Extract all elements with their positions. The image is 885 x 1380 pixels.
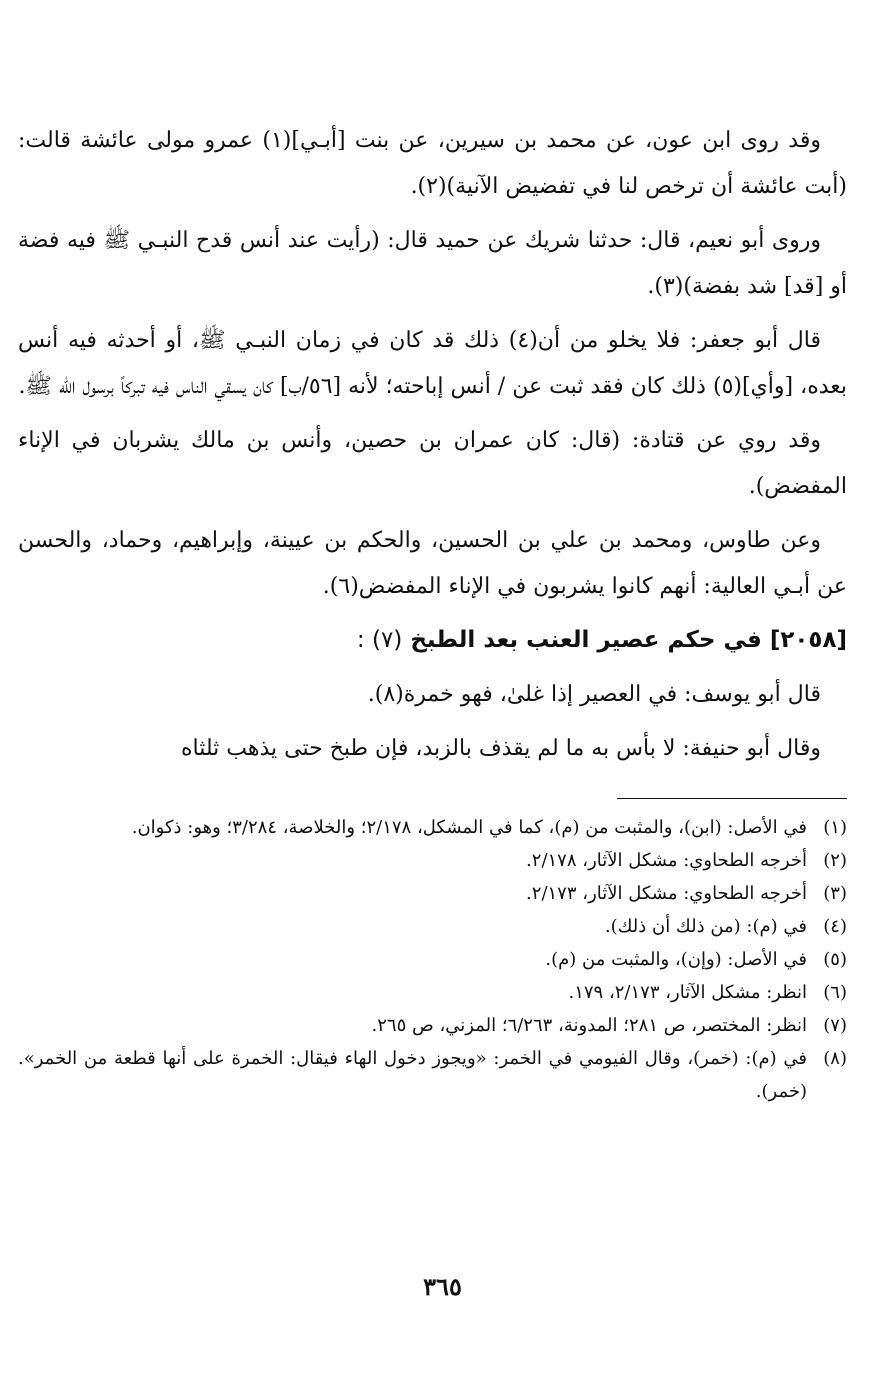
footnote-divider bbox=[617, 798, 847, 799]
footnote bbox=[18, 910, 847, 943]
footnote-number: (٨) bbox=[823, 1048, 847, 1069]
footnote bbox=[18, 943, 847, 976]
footnote-text: في الأصل: (ابن)، والمثبت من (م)، كما في المشكل، ٢/١٧٨؛ والخلاصة، ٣/٢٨٤؛ وهو: ذكوان. bbox=[131, 817, 807, 838]
footnote-number: (٤) bbox=[823, 916, 847, 937]
footnotes bbox=[18, 811, 847, 1108]
footnote-number: (٣) bbox=[823, 883, 847, 904]
paragraph: وقد روي عن قتادة: (قال: كان عمران بن حصين، وأنس بن مالك يشربان في الإناء المفضض). bbox=[18, 428, 847, 499]
page-number: ٣٦٥ bbox=[423, 1272, 462, 1301]
footnote-number: (٢) bbox=[823, 850, 847, 871]
section-title: في حكم عصير العنب بعد الطبخ bbox=[410, 627, 762, 653]
paragraph: قال أبو جعفر: فلا يخلو من أن(٤) ذلك قد كان في زمان النبـي ﷺ، أو أحدثه فيه أنس بعده، [وأي](٥) ذلك كان فقد ثبت عن / أنس إباحته؛ لأنه [٥٦/ب] كان يسقي الناس فيه تبركاً برسول الله ﷺ. bbox=[18, 328, 847, 399]
footnote bbox=[18, 811, 847, 844]
paragraph: وقد روى ابن عون، عن محمد بن سيرين، عن بنت [أبـي](١) عمرو مولى عائشة قالت: (أبت عائشة أن ترخص لنا في تفضيض الآنية)(٢). bbox=[18, 128, 847, 199]
footnote-text: انظر: مشكل الآثار، ٢/١٧٣، ١٧٩. bbox=[568, 982, 807, 1003]
main-text bbox=[18, 118, 847, 772]
footnote bbox=[18, 844, 847, 877]
section-number: [٢٠٥٨] bbox=[769, 627, 847, 653]
footnote-number: (٥) bbox=[823, 949, 847, 970]
footnote-number: (٧) bbox=[823, 1015, 847, 1036]
footnote bbox=[18, 976, 847, 1009]
footnote-text: أخرجه الطحاوي: مشكل الآثار، ٢/١٧٨. bbox=[526, 850, 807, 871]
paragraph: قال أبو يوسف: في العصير إذا غلىٰ، فهو خمرة(٨). bbox=[367, 682, 821, 707]
section-heading bbox=[18, 618, 847, 662]
footnote-text: في (م): (خمر)، وقال الفيومي في الخمر: «ويجوز دخول الهاء فيقال: الخمرة على أنها قطعة من الخمر». (خمر). bbox=[18, 1048, 807, 1102]
paragraph: وقال أبو حنيفة: لا بأس به ما لم يقذف بالزبد، فإن طبخ حتى يذهب ثلثاه bbox=[180, 736, 821, 761]
paragraph: وعن طاوس، ومحمد بن علي بن الحسين، والحكم بن عيينة، وإبراهيم، وحماد، والحسن عن أبـي العالية: أنهم كانوا يشربون في الإناء المفضض(٦). bbox=[18, 528, 847, 599]
footnote-text: في الأصل: (وإن)، والمثبت من (م). bbox=[545, 949, 807, 970]
footnote bbox=[18, 877, 847, 910]
footnote-number: (١) bbox=[823, 817, 847, 838]
paragraph: وروى أبو نعيم، قال: حدثنا شريك عن حميد قال: (رأيت عند أنس قدح النبـي ﷺ فيه فضة أو [قد] شد بفضة)(٣). bbox=[18, 228, 847, 299]
footnote-text: أخرجه الطحاوي: مشكل الآثار، ٢/١٧٣. bbox=[526, 883, 807, 904]
footnote-number: (٦) bbox=[823, 982, 847, 1003]
footnote-text: في (م): (من ذلك أن ذلك). bbox=[604, 916, 807, 937]
section-note: (٧) : bbox=[356, 627, 403, 653]
footnote bbox=[18, 1009, 847, 1042]
footnote bbox=[18, 1042, 847, 1108]
footnote-text: انظر: المختصر، ص ٢٨١؛ المدونة، ٦/٢٦٣؛ المزني، ص ٢٦٥. bbox=[371, 1015, 807, 1036]
